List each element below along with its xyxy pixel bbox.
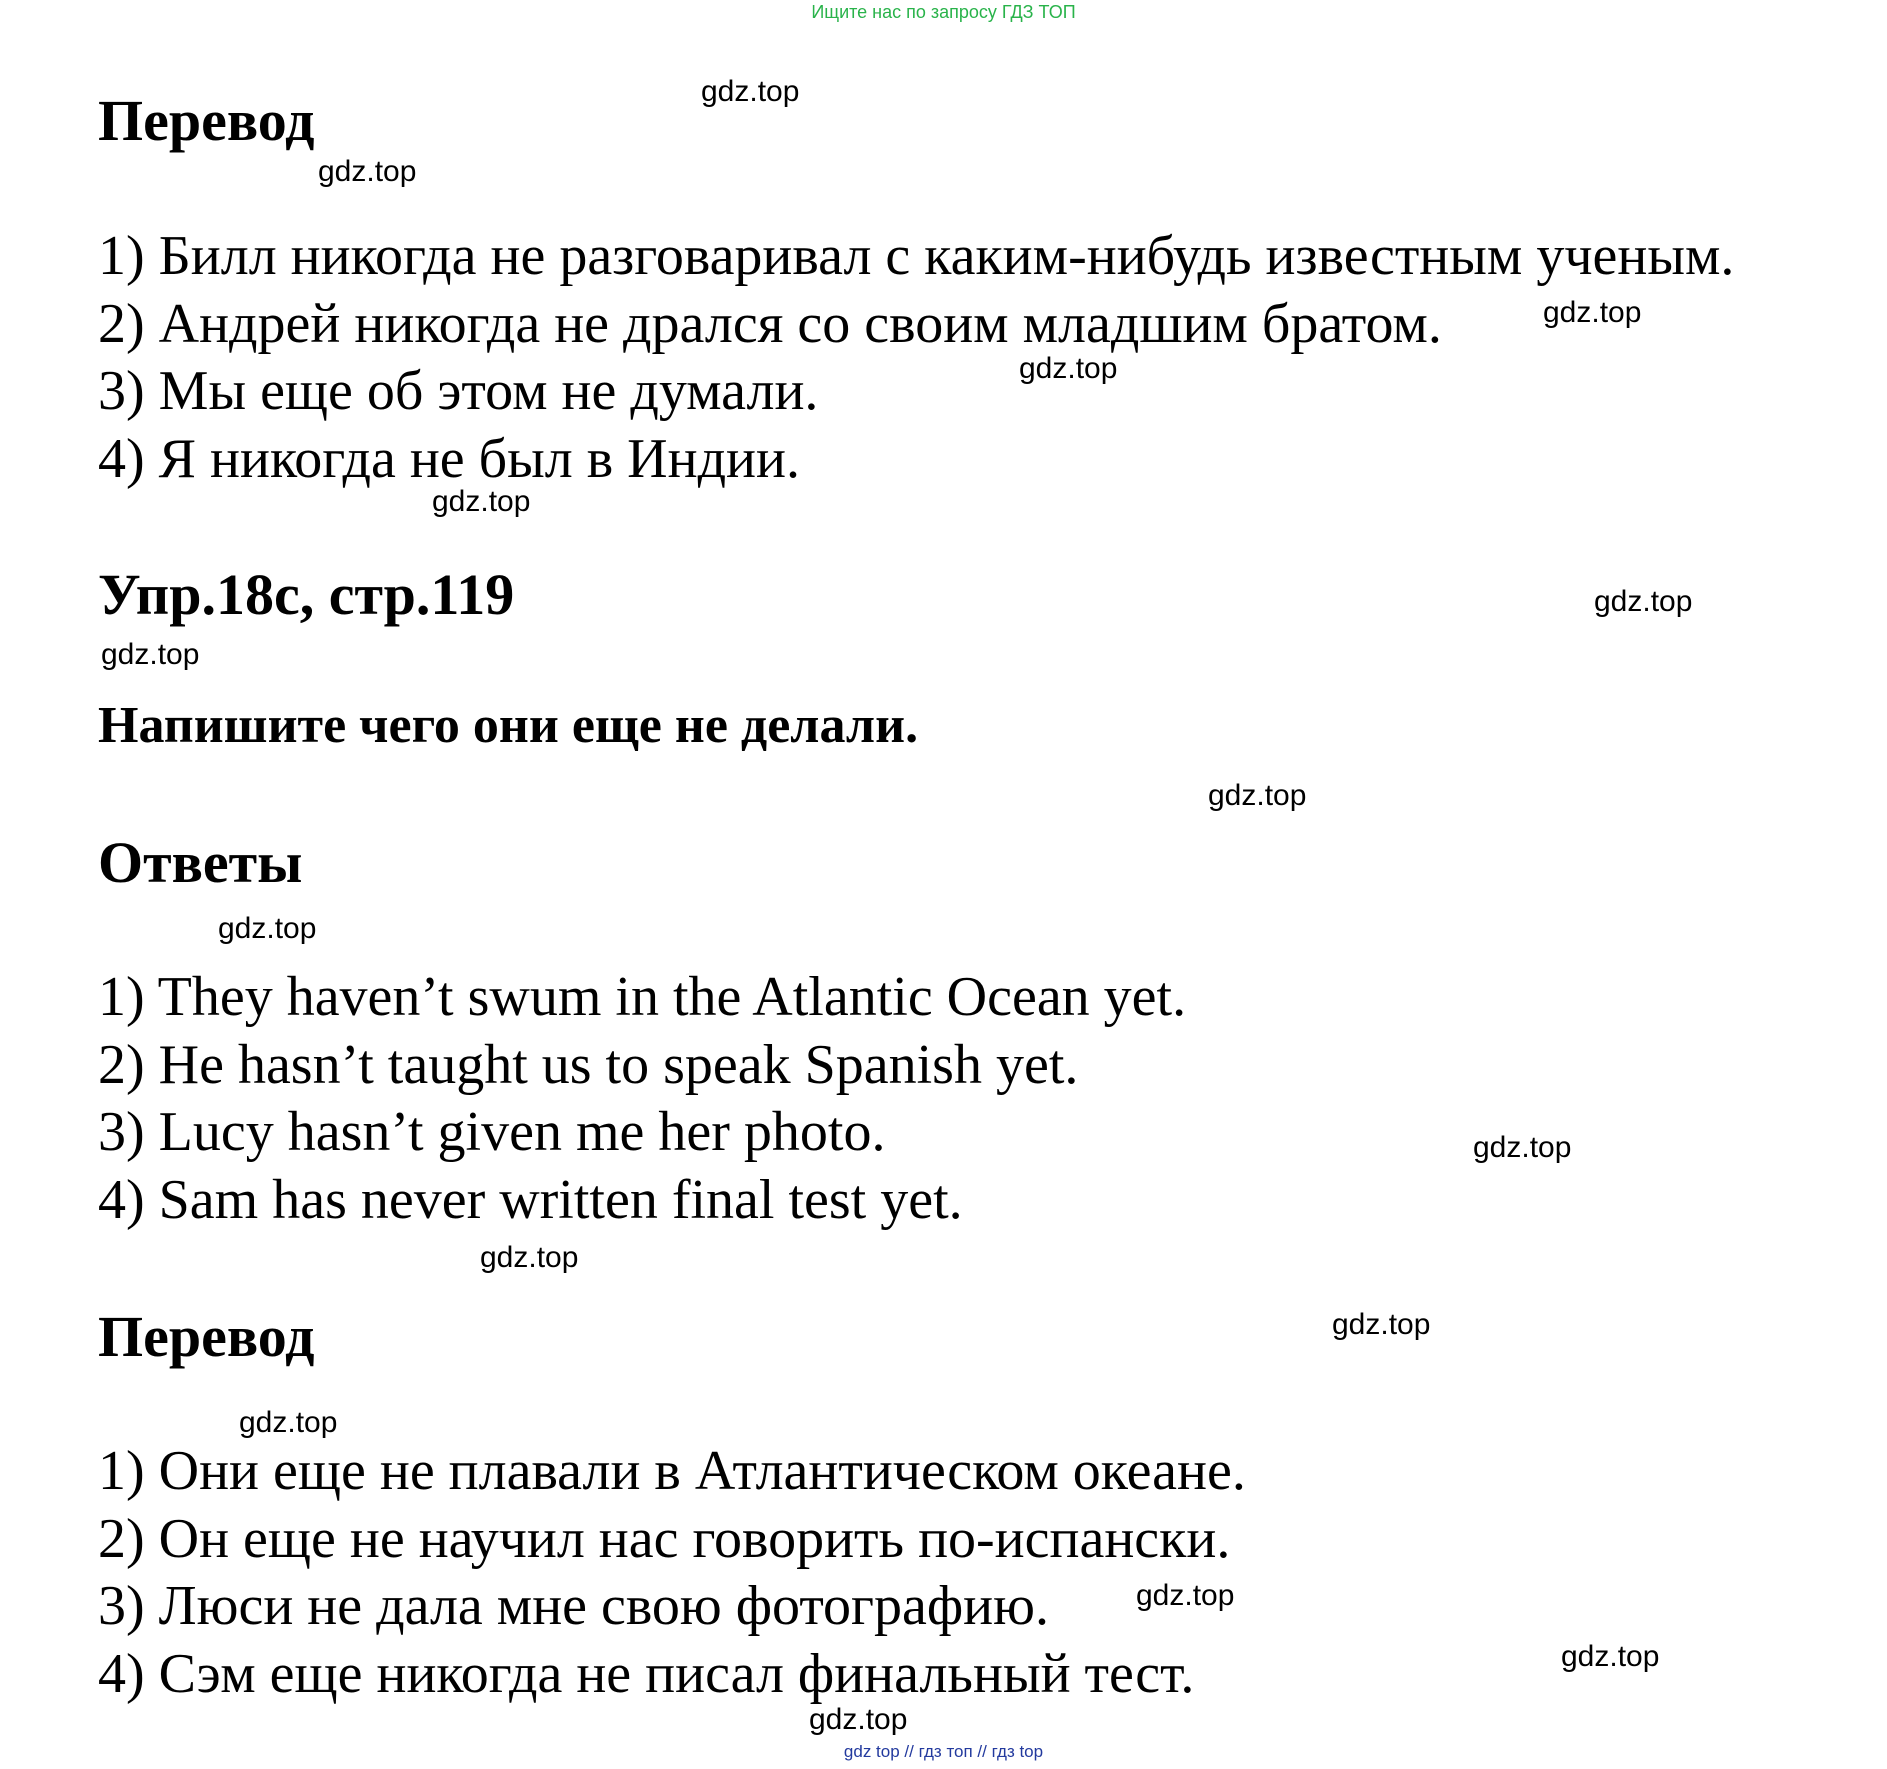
top-banner: Ищите нас по запросу ГДЗ ТОП <box>811 2 1076 22</box>
watermark: gdz.top <box>432 485 531 518</box>
answers-title: Ответы <box>98 830 303 895</box>
answer-line-2: 2) He hasn’t taught us to speak Spanish yet. <box>98 1034 1079 1096</box>
section2-title: Перевод <box>98 1304 315 1369</box>
section1-line-2: 2) Андрей никогда не дрался со своим младшим братом. <box>98 293 1442 355</box>
section2-line-3: 3) Люси не дала мне свою фотографию. <box>98 1575 1049 1637</box>
watermark: gdz.top <box>239 1406 338 1439</box>
section1-line-3: 3) Мы еще об этом не думали. <box>98 360 819 422</box>
watermark: gdz.top <box>1561 1640 1660 1673</box>
watermark: gdz.top <box>318 155 417 188</box>
watermark: gdz.top <box>1594 585 1693 618</box>
watermark: gdz.top <box>701 75 800 108</box>
section2-line-2: 2) Он еще не научил нас говорить по-испански. <box>98 1508 1231 1570</box>
watermark: gdz.top <box>1019 352 1118 385</box>
watermark: gdz.top <box>1208 779 1307 812</box>
section1-line-1: 1) Билл никогда не разговаривал с каким-нибудь известным ученым. <box>98 225 1735 287</box>
section2-line-1: 1) Они еще не плавали в Атлантическом океане. <box>98 1440 1246 1502</box>
watermark: gdz.top <box>218 912 317 945</box>
bottom-footer: gdz top // гдз топ // гдз top <box>843 1742 1044 1761</box>
watermark: gdz.top <box>1473 1131 1572 1164</box>
watermark: gdz.top <box>809 1703 908 1736</box>
watermark: gdz.top <box>480 1241 579 1274</box>
watermark: gdz.top <box>1543 296 1642 329</box>
answer-line-3: 3) Lucy hasn’t given me her photo. <box>98 1101 886 1163</box>
section1-line-4: 4) Я никогда не был в Индии. <box>98 428 800 490</box>
answer-line-1: 1) They haven’t swum in the Atlantic Ocean yet. <box>98 966 1187 1028</box>
section2-line-4: 4) Сэм еще никогда не писал финальный тест. <box>98 1643 1195 1705</box>
watermark: gdz.top <box>101 638 200 671</box>
section1-title: Перевод <box>98 88 315 153</box>
exercise-title: Упр.18с, стр.119 <box>98 562 515 627</box>
answer-line-4: 4) Sam has never written final test yet. <box>98 1169 963 1231</box>
exercise-task: Напишите чего они еще не делали. <box>98 697 919 754</box>
watermark: gdz.top <box>1332 1308 1431 1341</box>
watermark: gdz.top <box>1136 1579 1235 1612</box>
